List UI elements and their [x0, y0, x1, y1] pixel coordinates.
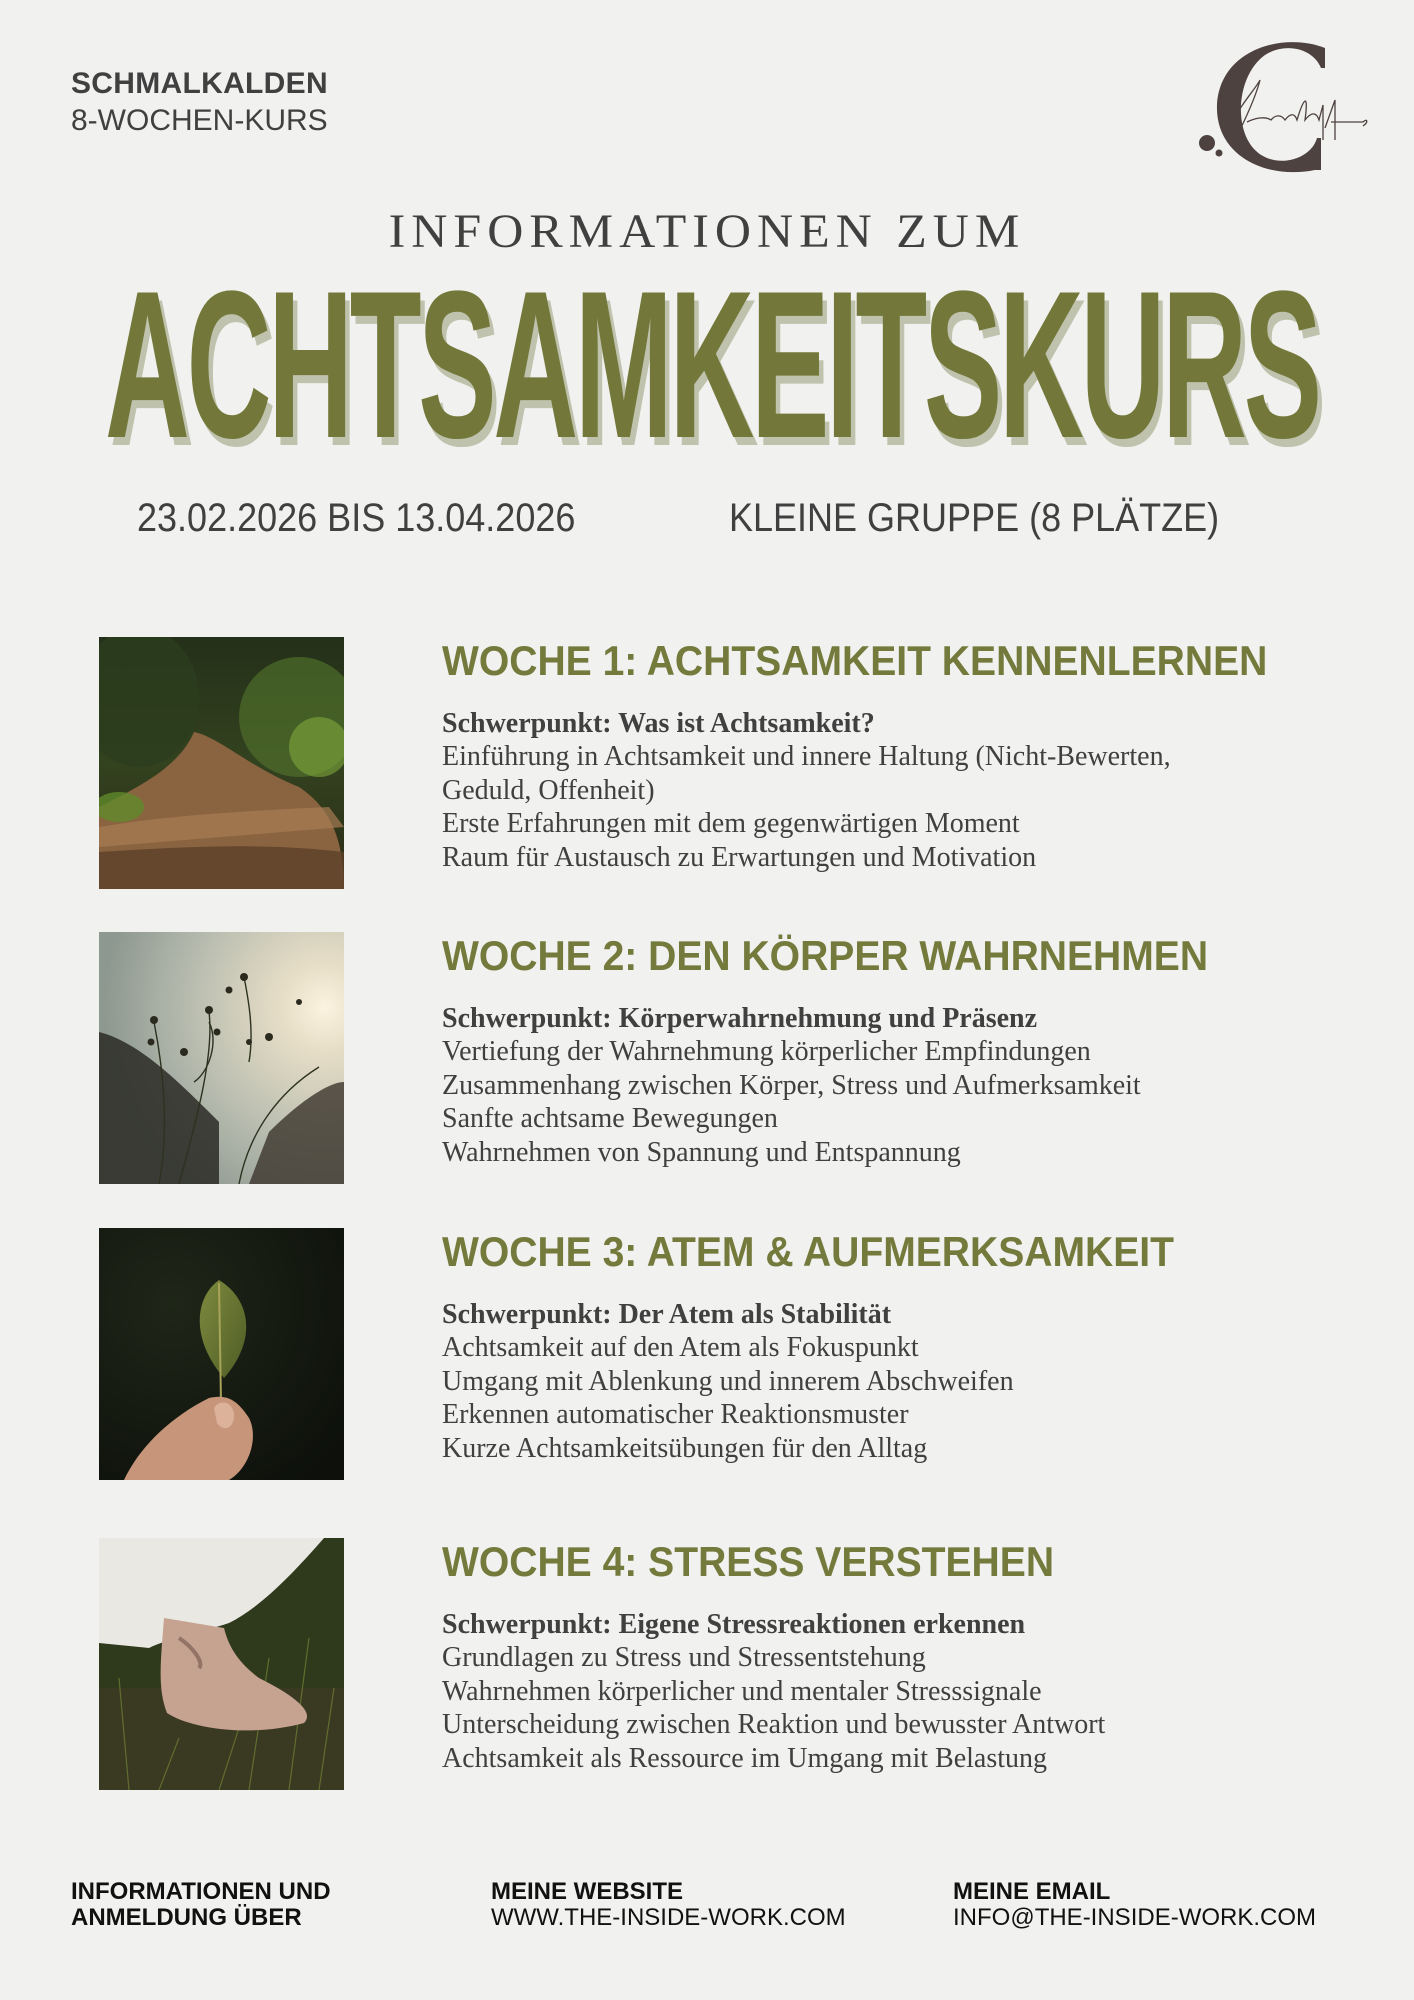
- week-title: WOCHE 3: ATEM & AUFMERKSAMKEIT: [442, 1228, 1174, 1275]
- course-type-label: 8-WOCHEN-KURS: [71, 104, 328, 137]
- email-label: MEINE EMAIL: [953, 1878, 1111, 1905]
- week-item: Vertiefung der Wahrnehmung körperlicher Empfindungen: [442, 1036, 1091, 1067]
- week-title: WOCHE 1: ACHTSAMKEIT KENNENLERNEN: [442, 637, 1268, 684]
- week-item: Sanfte achtsame Bewegungen: [442, 1103, 778, 1134]
- header-block: [71, 66, 328, 140]
- week-item: Unterscheidung zwischen Reaktion und bewusster Antwort: [442, 1709, 1106, 1740]
- week-content-2: [442, 932, 1342, 1169]
- forest-path-photo: [99, 637, 344, 889]
- footer-info-line1: INFORMATIONEN UND: [71, 1878, 331, 1905]
- footer-email: [953, 1879, 1316, 1931]
- week-item: Erste Erfahrungen mit dem gegenwärtigen Moment: [442, 808, 1020, 839]
- week-item: Umgang mit Ablenkung und innerem Abschweifen: [442, 1365, 1014, 1397]
- email-link[interactable]: INFO@THE-INSIDE-WORK.COM: [953, 1904, 1317, 1931]
- group-size: KLEINE GRUPPE (8 PLÄTZE): [729, 496, 1220, 540]
- footer-website: [491, 1879, 846, 1931]
- week-title: WOCHE 4: STRESS VERSTEHEN: [442, 1538, 1055, 1585]
- hand-holding-leaf-photo: [99, 1228, 344, 1480]
- footer-info: [71, 1879, 331, 1931]
- week-focus: Schwerpunkt: Eigene Stressreaktionen erkennen: [442, 1609, 1026, 1640]
- footer-info-line2: ANMELDUNG ÜBER: [71, 1904, 302, 1931]
- week-item: Zusammenhang zwischen Körper, Stress und Aufmerksamkeit: [442, 1069, 1141, 1101]
- week-content-1: [442, 637, 1342, 874]
- week-item: Kurze Achtsamkeitsübungen für den Alltag: [442, 1432, 928, 1464]
- bare-feet-grass-photo: [99, 1538, 344, 1790]
- week-item: Erkennen automatischer Reaktionsmuster: [442, 1399, 909, 1430]
- wildflowers-sunset-photo: [99, 932, 344, 1184]
- week-item: Einführung in Achtsamkeit und innere Haltung (Nicht-Bewerten,: [442, 741, 1171, 772]
- week-item: Achtsamkeit als Ressource im Umgang mit Belastung: [442, 1742, 1048, 1774]
- website-label: MEINE WEBSITE: [491, 1878, 684, 1905]
- week-content-4: [442, 1538, 1342, 1775]
- week-focus: Schwerpunkt: Körperwahrnehmung und Präsenz: [442, 1003, 1038, 1034]
- website-link[interactable]: WWW.THE-INSIDE-WORK.COM: [491, 1904, 846, 1931]
- week-item: Raum für Austausch zu Erwartungen und Motivation: [442, 841, 1037, 873]
- hero-kicker: INFORMATIONEN ZUM: [388, 204, 1026, 258]
- week-item: Grundlagen zu Stress und Stressentstehung: [442, 1642, 926, 1673]
- hero-block: [0, 247, 1414, 482]
- week-item: Wahrnehmen von Spannung und Entspannung: [442, 1136, 961, 1168]
- week-item: Achtsamkeit auf den Atem als Fokuspunkt: [442, 1332, 919, 1363]
- week-focus: Schwerpunkt: Was ist Achtsamkeit?: [442, 708, 875, 739]
- course-dates: 23.02.2026 BIS 13.04.2026: [137, 496, 576, 540]
- week-content-3: [442, 1228, 1342, 1465]
- week-title: WOCHE 2: DEN KÖRPER WAHRNEHMEN: [442, 932, 1209, 979]
- logo-icon: [1185, 30, 1385, 180]
- city-label: SCHMALKALDEN: [71, 67, 328, 100]
- hero-title: ACHTSAMKEITSKURS: [105, 247, 1319, 482]
- week-item: Geduld, Offenheit): [442, 774, 655, 806]
- charlotte-logo: [1185, 30, 1385, 180]
- week-item: Wahrnehmen körperlicher und mentaler Stresssignale: [442, 1675, 1042, 1707]
- week-focus: Schwerpunkt: Der Atem als Stabilität: [442, 1299, 892, 1330]
